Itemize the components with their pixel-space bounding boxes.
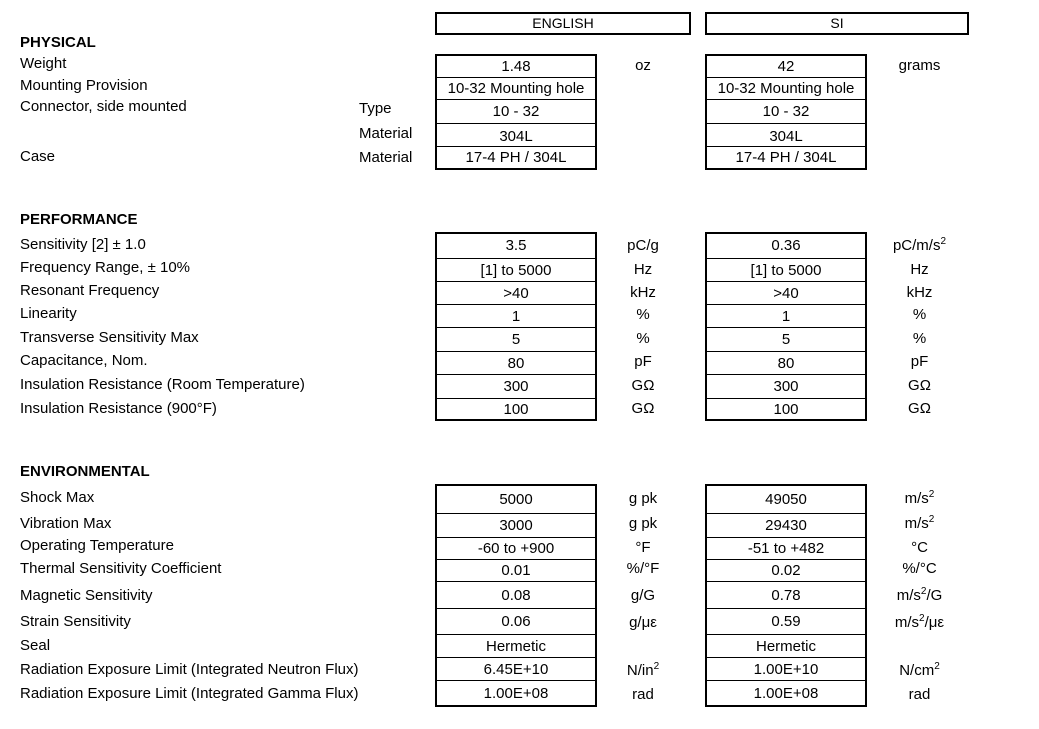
environmental-section-title: ENVIRONMENTAL <box>20 463 150 480</box>
value-cell: 49050 <box>765 491 807 508</box>
value-cell: 304L <box>707 123 865 146</box>
unit-label: rad <box>908 686 931 703</box>
value-cell: 17-4 PH / 304L <box>707 146 865 168</box>
value-cell: 304L <box>437 123 595 146</box>
value-cell: 100 <box>707 398 865 419</box>
value-cell: 1 <box>707 304 865 327</box>
unit-label: GΩ <box>908 400 931 417</box>
row-label: Sensitivity [2] ± 1.0 <box>20 236 146 253</box>
value-cell: 29430 <box>707 513 865 537</box>
performance-section-title: PERFORMANCE <box>20 211 138 228</box>
value-cell: 10 - 32 <box>707 99 865 123</box>
value-cell: 80 <box>707 351 865 374</box>
unit-label: grams <box>898 57 941 74</box>
physical-section-title: PHYSICAL <box>20 34 96 51</box>
performance-english-box <box>435 232 597 421</box>
row-label: Transverse Sensitivity Max <box>20 329 199 346</box>
value-cell: 0.78 <box>707 581 865 608</box>
row-label: Connector, side mounted <box>20 98 187 115</box>
value-cell: -60 to +900 <box>437 537 595 559</box>
value-cell: 10 - 32 <box>437 99 595 123</box>
value-cell: Hermetic <box>437 634 595 657</box>
value-cell: 6.45E+10 <box>437 657 595 680</box>
si-column-header: SI <box>705 12 969 35</box>
physical-si-box <box>705 54 867 170</box>
unit-label: pF <box>634 353 652 370</box>
value-cell: >40 <box>437 281 595 304</box>
value-cell: 1.00E+08 <box>707 680 865 705</box>
environmental-english-box <box>435 484 597 707</box>
unit-label: % <box>636 330 650 347</box>
value-cell: 3.5 <box>505 237 527 254</box>
row-label: Case <box>20 148 56 165</box>
row-sublabel: Material <box>359 125 413 142</box>
value-cell: 100 <box>437 398 595 419</box>
value-cell: 1 <box>437 304 595 327</box>
row-label: Radiation Exposure Limit (Integrated Gamma Flux) <box>20 685 359 702</box>
unit-label: GΩ <box>631 400 655 417</box>
value-cell: Hermetic <box>707 634 865 657</box>
unit-label: kHz <box>630 284 656 301</box>
value-cell: 1.00E+08 <box>437 680 595 705</box>
value-cell: 300 <box>437 374 595 398</box>
value-cell: 0.08 <box>437 581 595 608</box>
unit-label: °C <box>911 539 928 556</box>
unit-label: $m/s^2/G$ <box>896 586 943 604</box>
unit-label: g/με <box>629 614 657 631</box>
value-cell: 42 <box>777 58 795 75</box>
unit-label: rad <box>632 686 654 703</box>
unit-label: g/G <box>630 587 656 604</box>
unit-label: °F <box>635 539 651 556</box>
unit-label: % <box>912 330 927 347</box>
unit-label: Hz <box>910 261 929 278</box>
value-cell: 80 <box>437 351 595 374</box>
unit-label: $pC/m/s^2$ <box>892 236 947 254</box>
value-cell: 1.48 <box>501 58 531 75</box>
value-cell: 10-32 Mounting hole <box>437 77 595 99</box>
value-cell: 5 <box>437 327 595 351</box>
row-label: Insulation Resistance (900°F) <box>20 400 217 417</box>
superscript: 2 <box>928 489 935 500</box>
row-label: Strain Sensitivity <box>20 613 131 630</box>
row-label: Mounting Provision <box>20 77 148 94</box>
row-label: Radiation Exposure Limit (Integrated Neutron Flux) <box>20 661 359 678</box>
unit-label: $N/in^2$ <box>626 661 660 679</box>
superscript: 2 <box>919 613 925 624</box>
row-label: Thermal Sensitivity Coefficient <box>20 560 222 577</box>
row-label: Frequency Range, ± 10% <box>20 259 190 276</box>
value-cell: 17-4 PH / 304L <box>437 146 595 168</box>
unit-label: $N/cm^2$ <box>899 661 940 679</box>
superscript: 2 <box>653 661 660 672</box>
value-cell: 0.02 <box>707 559 865 581</box>
value-cell: 0.06 <box>437 608 595 634</box>
unit-label: GΩ <box>631 377 655 394</box>
unit-label: % <box>912 306 927 323</box>
superscript: 2 <box>934 661 940 672</box>
superscript: 2 <box>928 514 935 525</box>
row-label: Resonant Frequency <box>20 282 160 299</box>
value-cell: 0.59 <box>707 608 865 634</box>
value-cell: >40 <box>707 281 865 304</box>
value-cell: 0.01 <box>437 559 595 581</box>
unit-label: g pk <box>628 490 658 507</box>
unit-label: kHz <box>906 284 933 301</box>
value-cell: 5 <box>707 327 865 351</box>
unit-label: pF <box>910 353 929 370</box>
row-label: Shock Max <box>20 489 95 506</box>
value-cell: 5000 <box>499 491 533 508</box>
value-cell: 10-32 Mounting hole <box>707 77 865 99</box>
row-label: Magnetic Sensitivity <box>20 587 153 604</box>
value-cell: 3000 <box>437 513 595 537</box>
physical-english-box <box>435 54 597 170</box>
unit-label: GΩ <box>908 377 931 394</box>
value-cell: 0.36 <box>771 237 801 254</box>
english-column-header: ENGLISH <box>435 12 691 35</box>
unit-label: % <box>636 306 650 323</box>
unit-label: $m/s^2$ <box>904 514 935 532</box>
row-label: Insulation Resistance (Room Temperature) <box>20 376 305 393</box>
unit-label: $m/s^2$ <box>904 489 935 507</box>
unit-label: Hz <box>633 261 653 278</box>
row-label: Weight <box>20 55 67 72</box>
value-cell: -51 to +482 <box>707 537 865 559</box>
unit-label: %/°F <box>626 560 660 577</box>
row-label: Operating Temperature <box>20 537 174 554</box>
row-sublabel: Material <box>359 149 413 166</box>
superscript: 2 <box>940 236 947 247</box>
unit-label: %/°C <box>902 560 937 577</box>
value-cell: 300 <box>707 374 865 398</box>
unit-label: oz <box>635 57 651 74</box>
row-sublabel: Type <box>359 100 392 117</box>
value-cell: [1] to 5000 <box>707 258 865 281</box>
value-cell: 1.00E+10 <box>707 657 865 680</box>
row-label: Seal <box>20 637 51 654</box>
unit-label: $m/s^2/\mu\varepsilon$ <box>894 613 945 631</box>
performance-si-box <box>705 232 867 421</box>
unit-label: pC/g <box>627 237 659 254</box>
row-label: Vibration Max <box>20 515 112 532</box>
row-label: Capacitance, Nom. <box>20 352 148 369</box>
superscript: 2 <box>920 586 927 597</box>
value-cell: [1] to 5000 <box>437 258 595 281</box>
row-label: Linearity <box>20 305 77 322</box>
environmental-si-box <box>705 484 867 707</box>
unit-label: g pk <box>628 515 658 532</box>
